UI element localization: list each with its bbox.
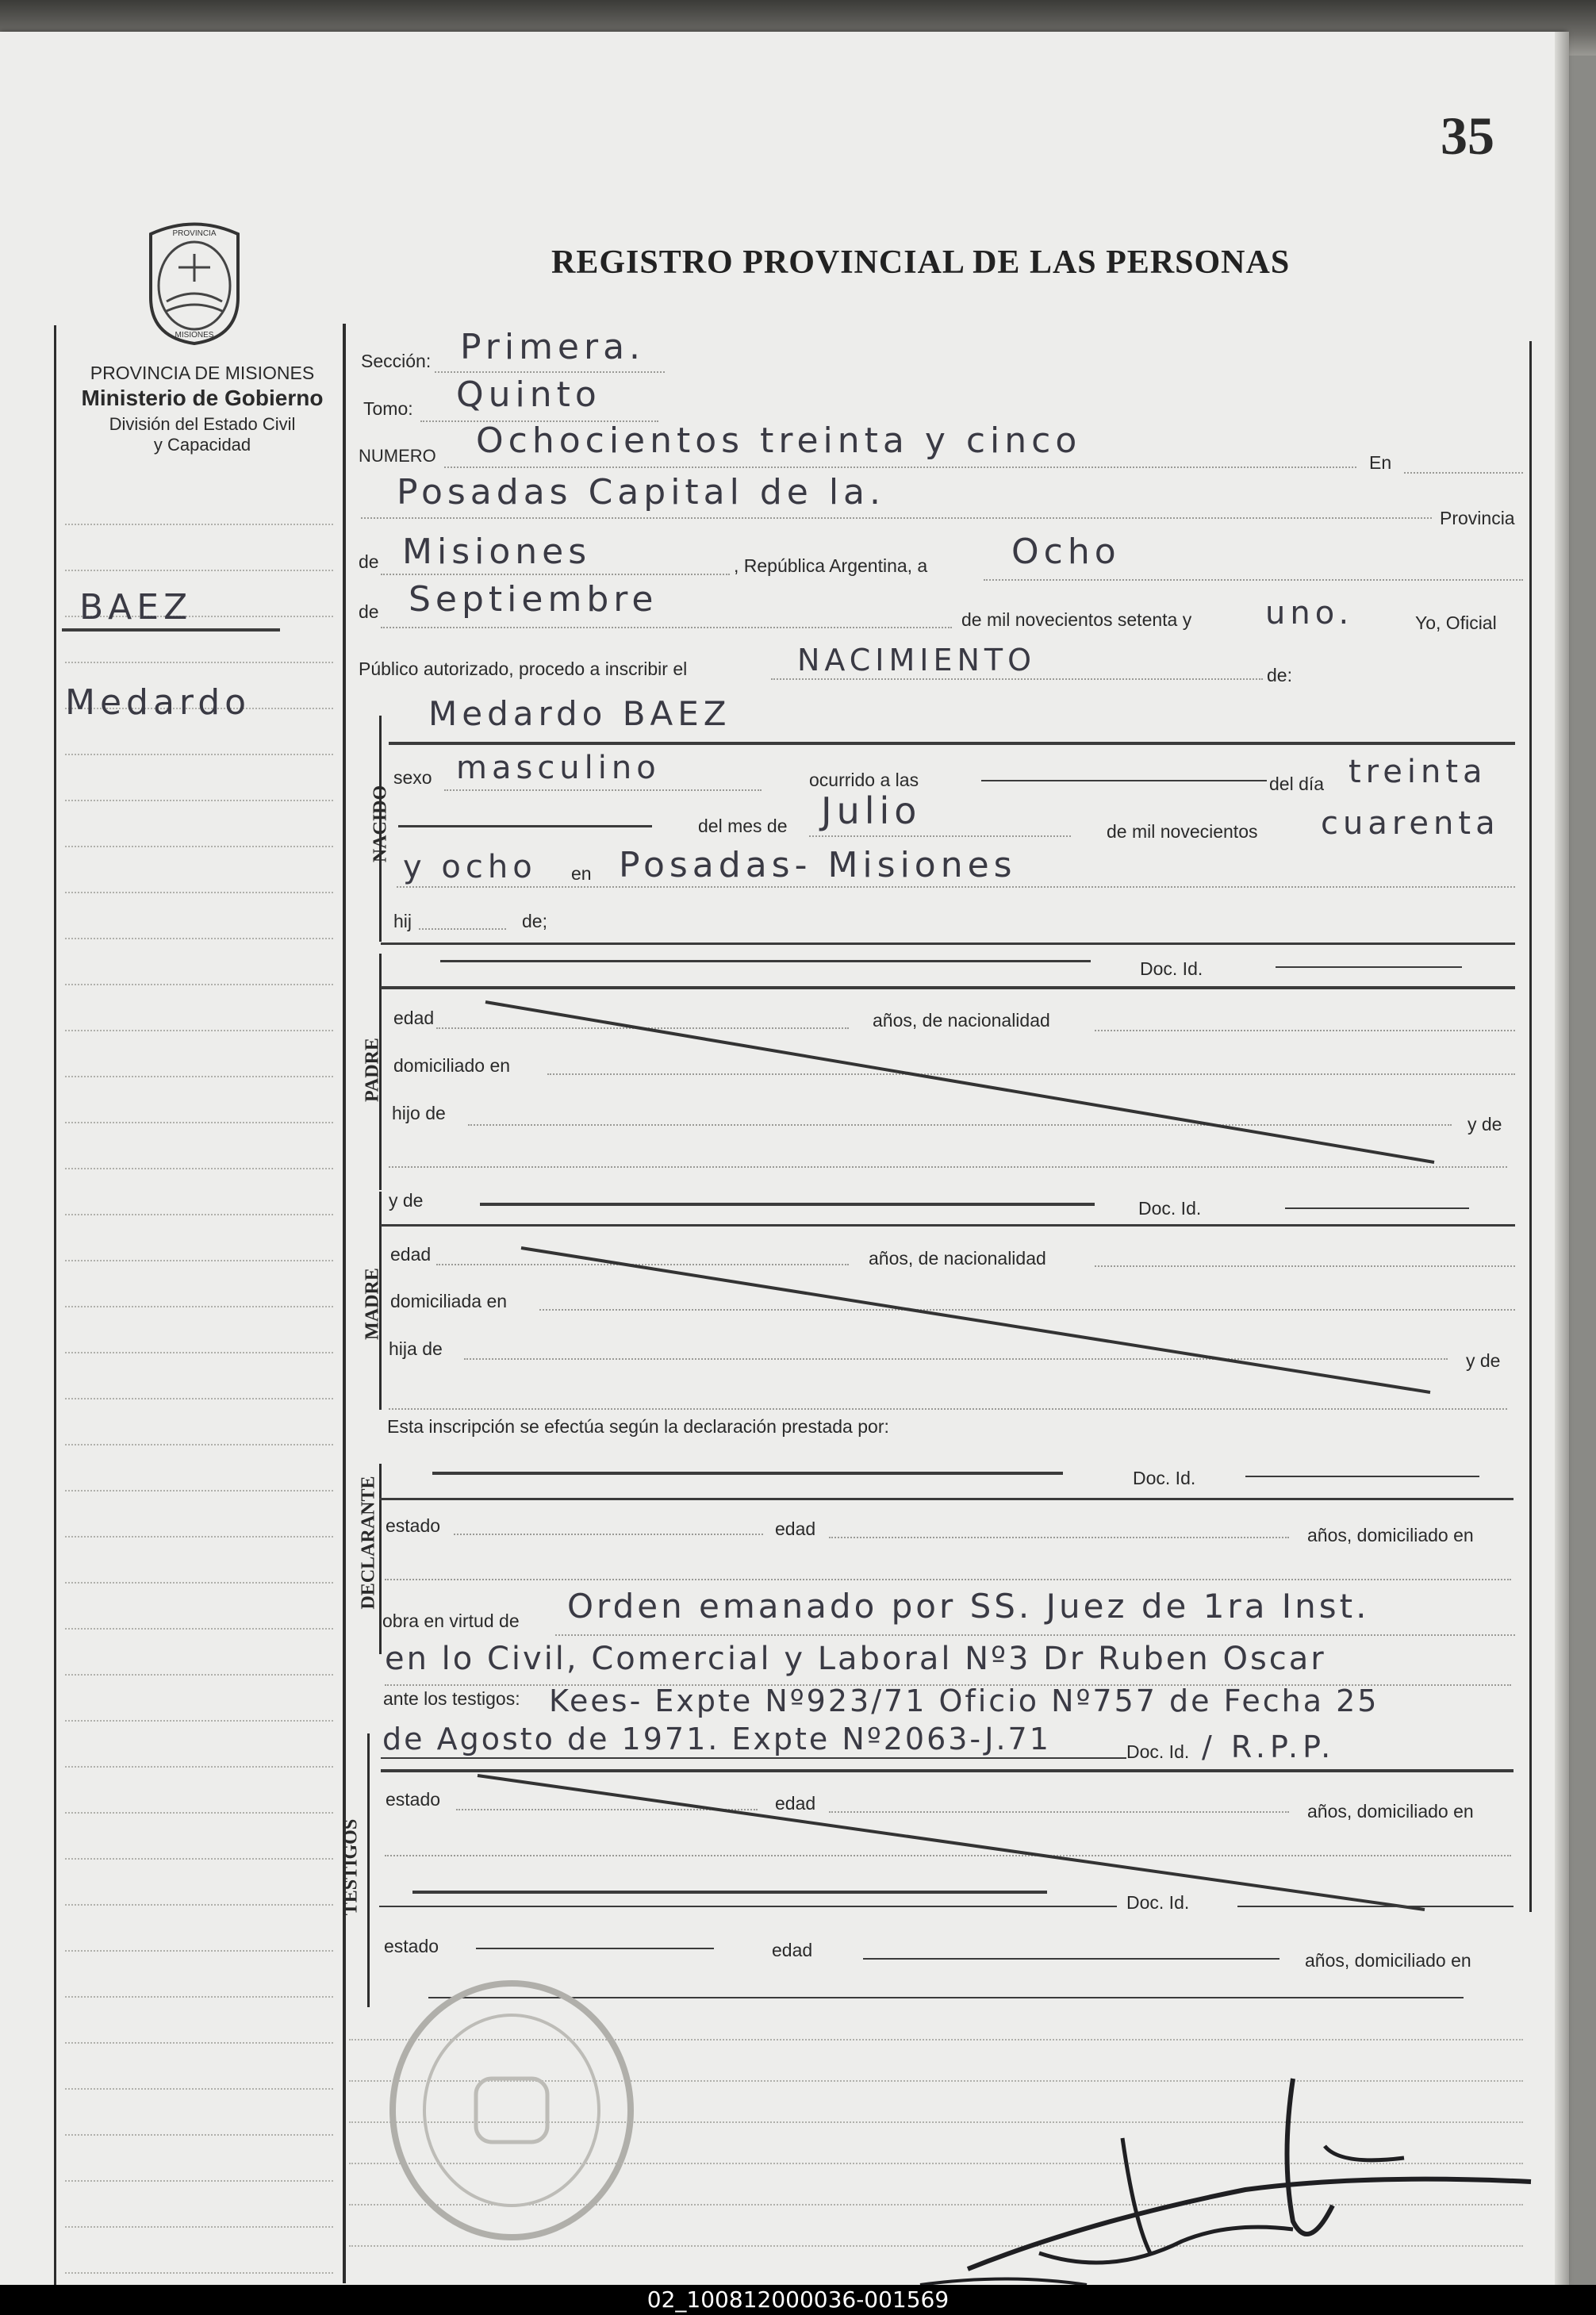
value-orden-3: Kees- Expte Nº923/71 Oficio Nº757 de Fecha 25 xyxy=(549,1683,1379,1718)
margin-rule xyxy=(65,1306,333,1307)
margin-surname: BAEZ xyxy=(79,587,193,628)
value-anio-nac-2: y ocho xyxy=(403,849,537,885)
margin-rule xyxy=(65,1352,333,1353)
margin-rule xyxy=(65,800,333,801)
label-de-semi: de; xyxy=(522,911,547,931)
page-number: 35 xyxy=(1441,106,1494,166)
label-seccion: Sección: xyxy=(361,351,432,371)
section-padre: PADRE xyxy=(362,1038,383,1102)
label-de-mil: de mil novecientos setenta y xyxy=(961,609,1192,630)
province-seal-icon xyxy=(135,218,254,345)
label-republica: , República Argentina, a xyxy=(734,555,928,576)
label-inscripcion: Esta inscripción se efectúa según la declaración prestada por: xyxy=(387,1416,889,1437)
label-estado-declarante: estado xyxy=(386,1515,441,1536)
label-hij: hij xyxy=(393,911,412,931)
label-domiciliado-padre: domiciliado en xyxy=(393,1055,511,1076)
margin-rule xyxy=(65,1398,333,1399)
margin-rule xyxy=(65,2272,333,2274)
form-title: REGISTRO PROVINCIAL DE LAS PERSONAS xyxy=(551,244,1291,281)
margin-rule xyxy=(65,570,333,571)
division-line-2: y Capacidad xyxy=(153,435,251,455)
label-edad-declarante: edad xyxy=(775,1518,816,1539)
margin-rule xyxy=(65,1674,333,1676)
margin-rule xyxy=(65,1260,333,1261)
label-domiciliado-testigo-1: años, domiciliado en xyxy=(1307,1801,1474,1822)
label-y-de-madre-2: y de xyxy=(1466,1350,1501,1371)
seal-text-bottom: MISIONES xyxy=(175,331,214,340)
label-yo-oficial: Yo, Oficial xyxy=(1415,612,1497,633)
value-sexo: masculino xyxy=(456,750,661,786)
margin-rule xyxy=(65,754,333,755)
label-nacionalidad-padre: años, de nacionalidad xyxy=(873,1010,1050,1031)
label-sexo: sexo xyxy=(393,767,432,788)
label-hija-de: hija de xyxy=(389,1338,443,1359)
label-tomo: Tomo: xyxy=(363,398,413,419)
header-left xyxy=(56,363,349,455)
label-estado-testigo-2: estado xyxy=(384,1936,439,1956)
value-orden-1: Orden emanado por SS. Juez de 1ra Inst. xyxy=(567,1587,1370,1626)
ministry-name: Ministerio de Gobierno xyxy=(81,386,324,410)
label-doc-id-declarante: Doc. Id. xyxy=(1133,1468,1196,1488)
label-en: En xyxy=(1369,452,1392,473)
right-border xyxy=(1529,341,1532,1912)
margin-rule xyxy=(65,2180,333,2182)
margin-rule xyxy=(65,846,333,847)
label-domiciliada-madre: domiciliada en xyxy=(390,1291,508,1311)
label-domiciliado-declarante: años, domiciliado en xyxy=(1307,1525,1474,1545)
margin-rule xyxy=(65,1582,333,1584)
margin-rule xyxy=(65,524,333,525)
margin-rule xyxy=(65,1168,333,1169)
margin-rule xyxy=(65,1214,333,1215)
margin-rule xyxy=(65,1490,333,1492)
testigos-bracket xyxy=(367,1733,370,2007)
label-edad-testigo-2: edad xyxy=(772,1940,813,1960)
margin-rule xyxy=(65,1858,333,1860)
label-de-colon: de: xyxy=(1267,665,1292,685)
value-orden-2: en lo Civil, Comercial y Laboral Nº3 Dr Ruben Oscar xyxy=(385,1641,1326,1677)
margin-rule xyxy=(65,2088,333,2090)
value-tomo: Quinto xyxy=(456,374,601,415)
margin-rule xyxy=(65,1996,333,1998)
margin-rule xyxy=(65,1444,333,1445)
margin-rule xyxy=(65,1812,333,1814)
margin-rule xyxy=(65,1122,333,1123)
value-anio-inscripcion: uno. xyxy=(1265,595,1354,632)
document-page xyxy=(0,32,1567,2285)
value-orden-4: de Agosto de 1971. Expte Nº2063-J.71 xyxy=(382,1722,1051,1756)
left-column-border xyxy=(54,325,56,2285)
value-mes-inscripcion: Septiembre xyxy=(409,579,658,620)
seal-text-top: PROVINCIA xyxy=(172,229,217,238)
province-name: PROVINCIA DE MISIONES xyxy=(90,363,315,383)
margin-given-name: Medardo xyxy=(65,682,251,723)
value-acto: NACIMIENTO xyxy=(797,643,1037,678)
margin-surname-underline xyxy=(62,628,280,632)
margin-rule xyxy=(65,662,333,663)
value-dia-nac: treinta xyxy=(1349,754,1487,790)
value-anio-nac-1: cuarenta xyxy=(1321,805,1500,842)
margin-rule xyxy=(65,1720,333,1722)
label-publico: Público autorizado, procedo a inscribir el xyxy=(359,658,688,679)
margin-rule xyxy=(65,938,333,939)
official-signature xyxy=(849,2063,1547,2301)
label-doc-id-padre: Doc. Id. xyxy=(1140,958,1203,979)
label-provincia: Provincia xyxy=(1440,508,1515,528)
padre-cross-out-line xyxy=(484,1000,1436,1166)
margin-rule xyxy=(65,2134,333,2136)
label-ante: ante los testigos: xyxy=(383,1688,520,1709)
margin-rule xyxy=(65,1766,333,1768)
label-y-de-madre: y de xyxy=(389,1190,424,1211)
margin-rule xyxy=(65,1030,333,1031)
label-nacionalidad-madre: años, de nacionalidad xyxy=(869,1248,1046,1269)
image-caption: 02_100812000036-001569 xyxy=(646,2286,950,2313)
label-numero: NUMERO xyxy=(359,446,436,466)
margin-rule xyxy=(65,2226,333,2228)
label-doc-id-testigo-1: Doc. Id. xyxy=(1126,1741,1190,1762)
label-ocurrido: ocurrido a las xyxy=(809,770,919,790)
value-provincia: Misiones xyxy=(402,532,592,572)
label-y-de-padre: y de xyxy=(1467,1114,1502,1134)
page-edge xyxy=(1555,32,1569,2285)
label-edad-padre: edad xyxy=(393,1008,435,1028)
section-madre: MADRE xyxy=(362,1268,383,1340)
label-de-2: de xyxy=(359,601,379,622)
label-estado-testigo-1: estado xyxy=(386,1789,441,1810)
value-nombre: Medardo BAEZ xyxy=(428,694,731,733)
value-rpp: / R.P.P. xyxy=(1202,1730,1336,1764)
label-del-mes: del mes de xyxy=(698,816,788,836)
label-domiciliado-testigo-2: años, domiciliado en xyxy=(1305,1950,1471,1971)
value-lugar: Posadas Capital de la. xyxy=(397,472,885,513)
value-lugar-nac: Posadas- Misiones xyxy=(619,845,1017,885)
label-hijo-de: hijo de xyxy=(392,1103,446,1123)
label-mil-novecientos: de mil novecientos xyxy=(1107,821,1258,842)
section-testigos: TESTIGOS xyxy=(340,1818,362,1916)
label-en-lugar: en xyxy=(571,863,592,884)
section-nacido: NACIDO xyxy=(370,785,391,863)
division-line-1: División del Estado Civil xyxy=(109,414,296,434)
official-stamp xyxy=(381,1975,643,2245)
value-mes-nac: Julio xyxy=(821,789,922,832)
value-seccion: Primera. xyxy=(460,327,646,367)
margin-rule xyxy=(65,1904,333,1906)
label-de-1: de xyxy=(359,551,379,572)
label-del-dia: del día xyxy=(1269,774,1325,794)
main-column-border xyxy=(343,324,346,2283)
madre-cross-out-line xyxy=(520,1246,1432,1396)
label-edad-testigo-1: edad xyxy=(775,1793,816,1814)
margin-rule xyxy=(65,984,333,985)
label-doc-id-testigo-2: Doc. Id. xyxy=(1126,1892,1190,1913)
value-dia-inscripcion: Ocho xyxy=(1011,532,1121,572)
section-declarante: DECLARANTE xyxy=(358,1476,379,1610)
label-obra: obra en virtud de xyxy=(382,1611,520,1631)
margin-rule xyxy=(65,1950,333,1952)
margin-rule xyxy=(65,1536,333,1538)
margin-rule xyxy=(65,2042,333,2044)
margin-rule xyxy=(65,1628,333,1630)
label-edad-madre: edad xyxy=(390,1244,432,1265)
label-doc-id-madre: Doc. Id. xyxy=(1138,1198,1202,1219)
margin-rule xyxy=(65,892,333,893)
margin-rule xyxy=(65,1076,333,1077)
value-numero: Ochocientos treinta y cinco xyxy=(476,420,1082,461)
